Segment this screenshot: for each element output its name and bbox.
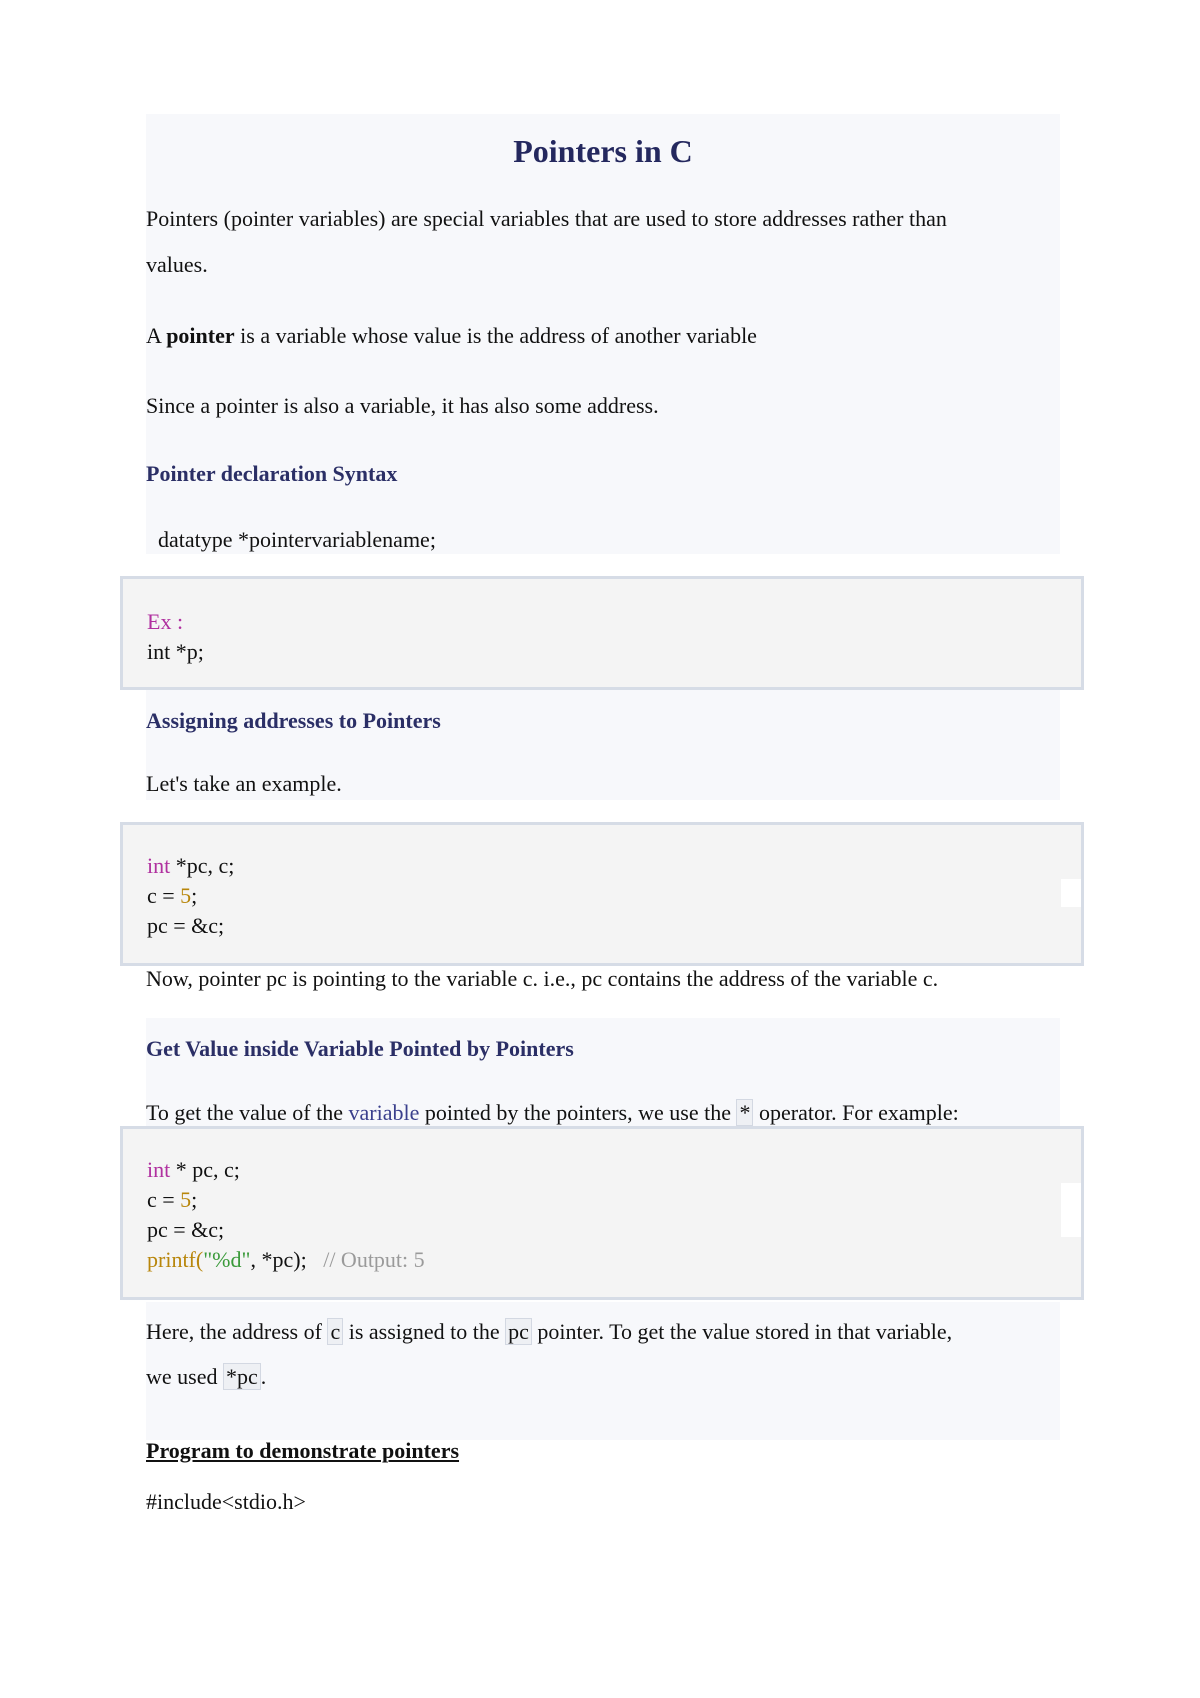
inline-code-c: c (327, 1318, 343, 1345)
text-segment: Here, the address of (146, 1319, 328, 1344)
pointing-note: Now, pointer pc is pointing to the variable c. i.e., pc contains the address of the variable c. (146, 966, 939, 991)
text-segment: . (260, 1364, 267, 1389)
code-line: pc = &c; (147, 1217, 225, 1242)
keyword: int (147, 1157, 171, 1182)
text-segment: operator. For example: (753, 1100, 959, 1125)
code-text: ; (191, 1187, 198, 1212)
code-comment: // Output: 5 (323, 1247, 425, 1272)
code-line (147, 1185, 197, 1215)
code-text: * pc, c; (170, 1157, 240, 1182)
definition-prefix: A (146, 323, 167, 348)
declaration-syntax: datatype *pointervariablename; (158, 527, 436, 552)
white-patch (1061, 879, 1081, 907)
declaration-heading: Pointer declaration Syntax (146, 461, 398, 486)
text-segment: To get the value of the (146, 1100, 349, 1125)
text-segment: pointer. To get the value stored in that variable, (531, 1319, 953, 1344)
code-line: pc = &c; (147, 913, 225, 938)
intro-line-2: values. (146, 252, 208, 277)
definition-bold-term: pointer (166, 323, 235, 348)
intro-line-1: Pointers (pointer variables) are special variables that are used to store addresses rather than (146, 206, 947, 231)
code-text: ; (191, 883, 198, 908)
assigning-heading: Assigning addresses to Pointers (146, 708, 441, 733)
text-segment: we used (146, 1364, 223, 1389)
example-label: Ex : (147, 609, 184, 634)
definition-suffix: is a variable whose value is the address of another variable (234, 323, 757, 348)
inline-code-pc: pc (505, 1318, 532, 1345)
keyword: int (147, 853, 171, 878)
code-block-example-3 (120, 1126, 1084, 1300)
code-line (147, 1245, 425, 1275)
explanation-line-2 (146, 1362, 266, 1392)
explanation-line-1 (146, 1317, 952, 1347)
code-line (147, 881, 197, 911)
code-line (147, 1155, 240, 1185)
get-value-text (146, 1098, 959, 1128)
code-block-example-1 (120, 576, 1084, 690)
number-literal: 5 (180, 1187, 192, 1212)
include-line: #include<stdio.h> (146, 1489, 306, 1514)
number-literal: 5 (180, 883, 192, 908)
variable-link[interactable]: variable (348, 1100, 420, 1125)
inline-code-deref: *pc (223, 1363, 261, 1390)
code-text: , *pc); (250, 1247, 324, 1272)
code-text: *pc, c; (170, 853, 235, 878)
text-segment: is assigned to the (343, 1319, 506, 1344)
code-line: int *p; (147, 639, 204, 664)
get-value-heading: Get Value inside Variable Pointed by Pointers (146, 1036, 574, 1061)
code-block-example-2 (120, 822, 1084, 966)
white-patch (1061, 1183, 1081, 1237)
address-note: Since a pointer is also a variable, it has also some address. (146, 393, 659, 418)
page-title: Pointers in C (513, 133, 693, 169)
pointer-definition (146, 321, 757, 351)
assigning-intro: Let's take an example. (146, 771, 342, 796)
text-segment: pointed by the pointers, we use the (419, 1100, 737, 1125)
inline-code-operator: * (736, 1099, 753, 1126)
code-text: c = (147, 883, 181, 908)
code-line (147, 851, 234, 881)
code-text: c = (147, 1187, 181, 1212)
function-name: printf( (147, 1247, 204, 1272)
string-literal: "%d" (203, 1247, 251, 1272)
program-heading: Program to demonstrate pointers (146, 1438, 460, 1463)
